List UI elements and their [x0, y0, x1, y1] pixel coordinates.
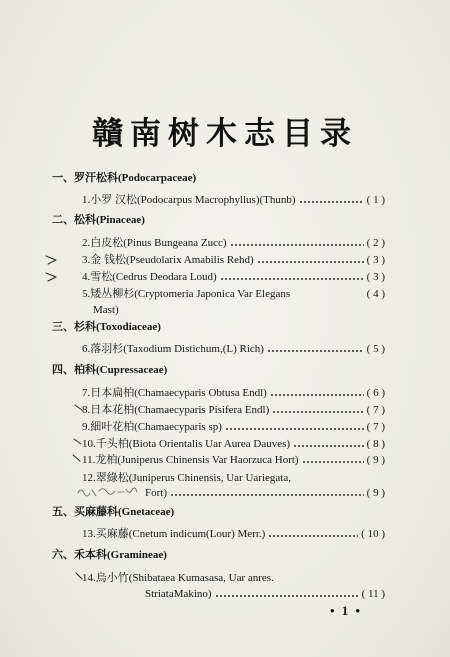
section-heading: 五、买麻藤科(Gnetaceae) — [52, 506, 175, 518]
dot-leader — [272, 410, 363, 414]
entry-title-continuation: Mast) — [93, 304, 119, 316]
dot-leader — [230, 243, 364, 247]
handwritten-mark — [73, 455, 80, 461]
entry-title: 7.日本扁柏(Chamaecyparis Obtusa Endl) — [82, 387, 267, 399]
toc-entry — [82, 453, 385, 467]
entry-title: 3.金 钱松(Pseudolarix Amabilis Rehd) — [82, 254, 254, 266]
dot-leader — [257, 260, 364, 264]
entry-page: ( 3 ) — [366, 271, 385, 283]
dot-leader — [225, 427, 364, 431]
handwritten-note — [78, 488, 137, 496]
entry-page: ( 10 ) — [361, 528, 385, 540]
entry-title: 11.龙柏(Juniperus Chinensis Var Haorzuca Hort) — [82, 454, 299, 466]
section-heading: 三、杉科(Toxodiaceae) — [52, 321, 161, 333]
entry-page: ( 9 ) — [366, 487, 385, 499]
dot-leader — [270, 393, 364, 397]
entry-page: ( 5 ) — [366, 343, 385, 355]
entry-page: ( 4 ) — [366, 288, 385, 300]
handwritten-mark — [75, 405, 82, 410]
dot-leader — [170, 493, 364, 497]
entry-title: 8.日本花柏(Chamaecyparis Pisifera Endl) — [82, 404, 270, 416]
entry-page: ( 7 ) — [366, 421, 385, 433]
toc-entry — [145, 587, 385, 601]
toc-entry — [82, 236, 385, 250]
section-heading: 一、罗汗松科(Podocarpaceae) — [52, 172, 197, 184]
dot-leader — [267, 349, 364, 353]
handwritten-mark — [46, 256, 56, 264]
entry-title: 2.白皮松(Pinus Bungeana Zucc) — [82, 237, 227, 249]
page-number: • 1 • — [330, 603, 363, 618]
toc-entry — [82, 437, 385, 451]
entry-page: ( 7 ) — [366, 404, 385, 416]
entry-page: ( 9 ) — [366, 454, 385, 466]
toc-entry — [82, 342, 385, 356]
toc-entry — [145, 486, 385, 500]
page-title: 贛南树木志目录 — [92, 116, 358, 151]
entry-title: 10.千头柏(Biota Orientalis Uar Aurea Dauves) — [82, 438, 291, 450]
entry-page: ( 8 ) — [366, 438, 385, 450]
entry-title: 9.細叶花柏(Chamaecyparis sp) — [82, 421, 222, 433]
dot-leader — [220, 277, 364, 281]
dot-leader — [293, 444, 364, 448]
toc-entry — [82, 527, 385, 541]
entry-page: ( 1 ) — [366, 194, 385, 206]
handwritten-mark — [74, 439, 81, 444]
entry-page: ( 2 ) — [366, 237, 385, 249]
toc-entry — [82, 253, 385, 267]
dot-leader — [302, 460, 364, 464]
entry-page: ( 3 ) — [366, 254, 385, 266]
handwritten-mark — [46, 273, 56, 281]
section-heading: 四、柏科(Cupressaceae) — [52, 364, 168, 376]
entry-title: 4.雪松(Cedrus Deodara Loud) — [82, 271, 217, 283]
entry-title: 5.矮丛柳杉(Cryptomeria Japonica Var Elegans — [82, 288, 291, 300]
entry-title: 1.小罗 汉松(Podocarpus Macrophyllus)(Thunb) — [82, 194, 296, 206]
toc-entry — [82, 386, 385, 400]
toc-entry — [82, 287, 385, 301]
section-heading: 六、禾本科(Gramineae) — [52, 549, 167, 561]
entry-title: 12.翠綠松(Juniperus Chinensis, Uar Uariegata, — [82, 472, 291, 484]
entry-title: 6.落羽杉(Taxodium Distichum,(L) Rich) — [82, 343, 264, 355]
entry-title-continuation: StriataMakino) — [145, 588, 212, 600]
dot-leader — [268, 534, 358, 538]
dot-leader — [215, 594, 359, 598]
section-heading: 二、松科(Pinaceae) — [52, 214, 145, 226]
entry-page: ( 11 ) — [361, 588, 385, 600]
entry-title-continuation: Fort) — [145, 487, 167, 499]
toc-entry — [82, 420, 385, 434]
toc-entry — [82, 403, 385, 417]
toc-entry — [82, 193, 385, 207]
entry-title: 13.买麻藤(Cnetum indicum(Lour) Merr.) — [82, 528, 266, 540]
dot-leader — [299, 200, 364, 204]
entry-title: 14.烏小竹(Shibataea Kumasasa, Uar anres. — [82, 572, 274, 584]
entry-page: ( 6 ) — [366, 387, 385, 399]
toc-entry — [82, 270, 385, 284]
